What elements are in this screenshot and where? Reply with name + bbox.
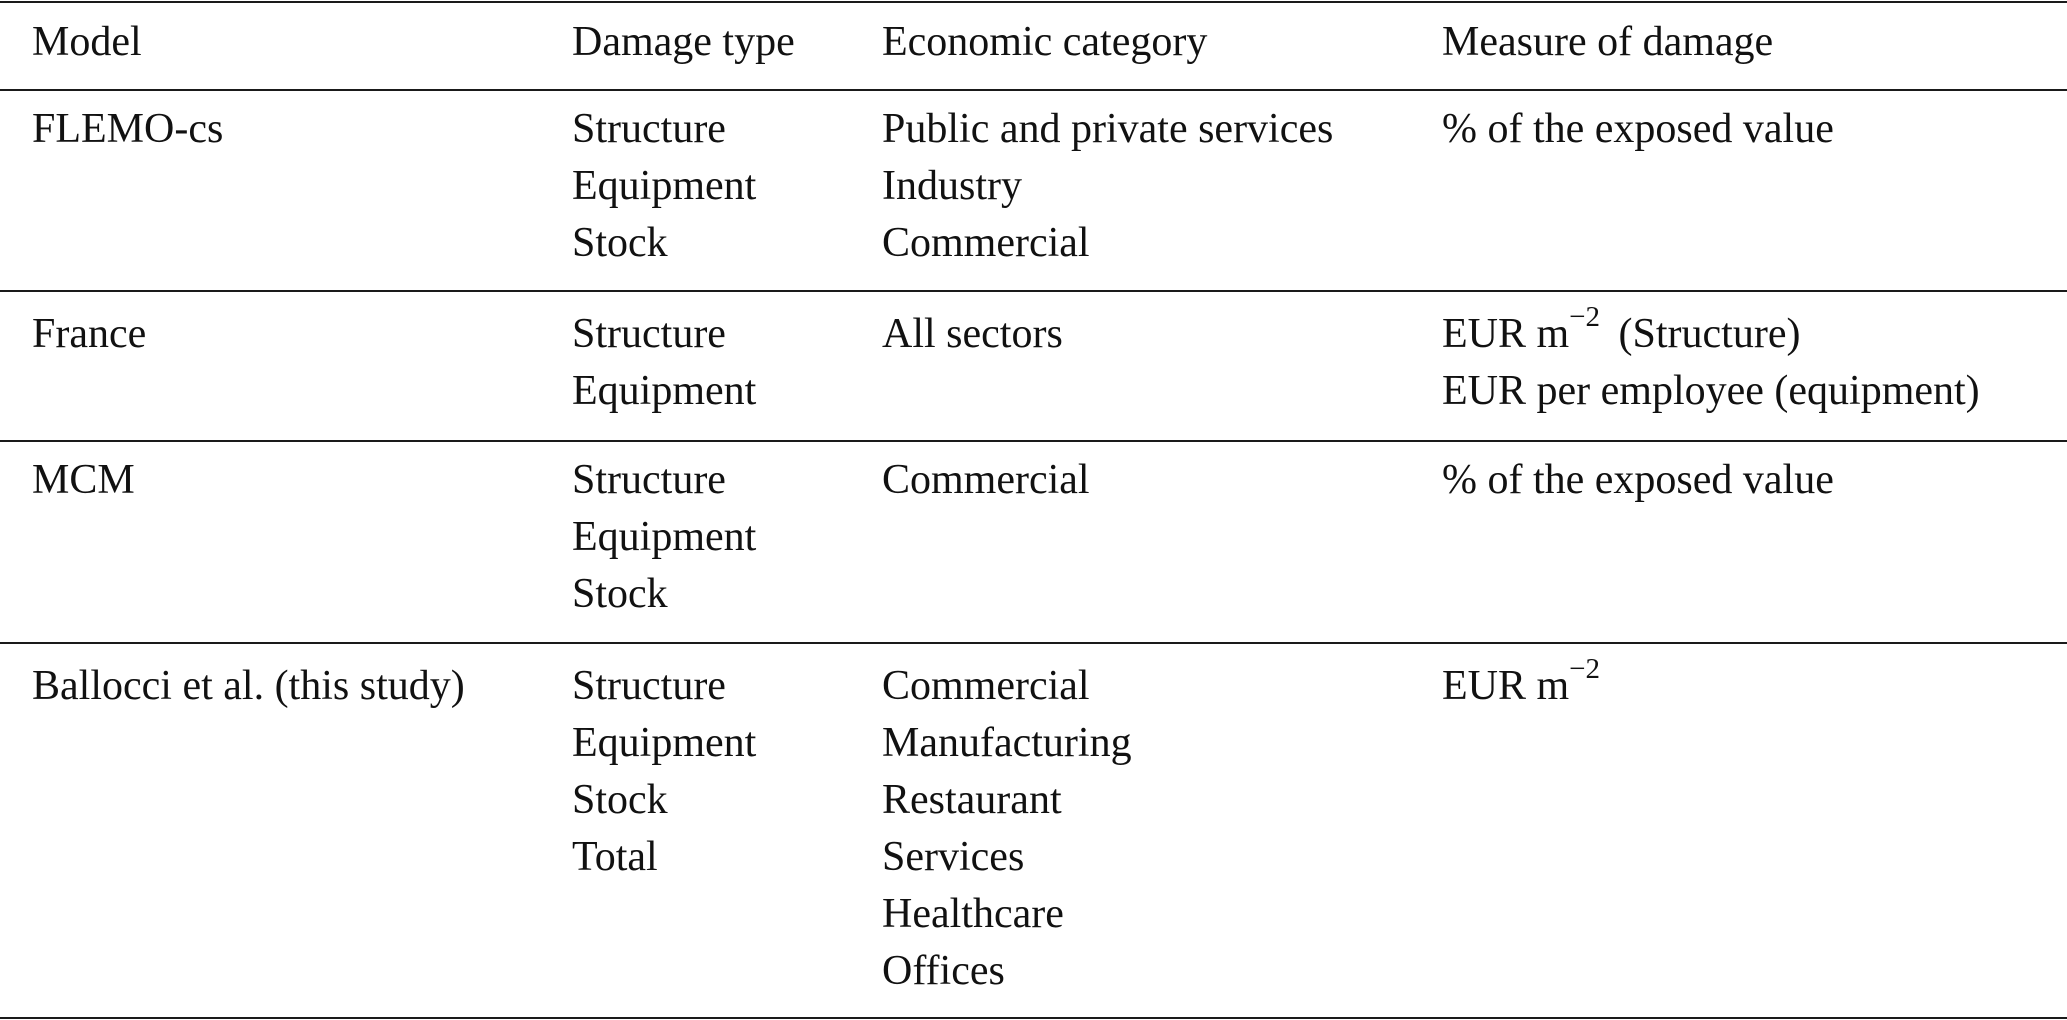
header-damage-type: Damage type — [572, 19, 795, 65]
damage-type-item: Structure — [572, 663, 726, 709]
row-flemo-measure: % of the exposed value — [1442, 106, 1834, 152]
row-divider — [0, 440, 2067, 442]
measure-unit: m — [1536, 663, 1570, 709]
damage-type-item: Equipment — [572, 163, 757, 209]
row-ballocci-model: Ballocci et al. (this study) — [32, 663, 465, 709]
damage-type-item: Total — [572, 834, 658, 880]
damage-type-item: Equipment — [572, 368, 757, 414]
measure-qualifier: (Structure) — [1618, 311, 1801, 357]
measure-line: EUR per employee (equipment) — [1442, 368, 1980, 414]
category-item: Manufacturing — [882, 720, 1132, 766]
header-economic-category: Economic category — [882, 19, 1208, 65]
category-item: All sectors — [882, 311, 1063, 357]
row-flemo-damage-types — [572, 101, 756, 272]
damage-type-item: Equipment — [572, 720, 757, 766]
category-item: Public and private services — [882, 106, 1334, 152]
measure-line — [1442, 301, 1980, 363]
damage-type-item: Structure — [572, 311, 726, 357]
measure-currency: EUR — [1442, 311, 1526, 357]
measure-exponent: −2 — [1569, 653, 1601, 685]
category-item: Services — [882, 834, 1025, 880]
row-ballocci-categories — [882, 658, 1132, 1000]
header-rule — [0, 89, 2067, 91]
measure-exponent: −2 — [1569, 301, 1601, 333]
row-divider — [0, 642, 2067, 644]
bottom-rule — [0, 1017, 2067, 1019]
damage-type-item: Structure — [572, 457, 726, 503]
row-france-model: France — [32, 311, 147, 357]
damage-type-item: Stock — [572, 220, 668, 266]
damage-type-item: Stock — [572, 777, 668, 823]
measure-currency: EUR — [1442, 663, 1526, 709]
row-mcm-measure: % of the exposed value — [1442, 457, 1834, 503]
category-item: Industry — [882, 163, 1022, 209]
measure-line — [1442, 653, 1601, 715]
category-item: Commercial — [882, 663, 1090, 709]
row-ballocci-damage-types — [572, 658, 756, 886]
damage-type-item: Structure — [572, 106, 726, 152]
category-item: Healthcare — [882, 891, 1064, 937]
category-item: Offices — [882, 948, 1005, 994]
damage-type-item: Stock — [572, 571, 668, 617]
row-flemo-categories — [882, 101, 1333, 272]
row-france-categories — [882, 306, 1063, 363]
damage-type-item: Equipment — [572, 514, 757, 560]
top-rule — [0, 1, 2067, 3]
measure-unit: m — [1536, 311, 1570, 357]
row-france-damage-types — [572, 306, 756, 420]
category-item: Commercial — [882, 457, 1090, 503]
row-mcm-damage-types — [572, 452, 756, 623]
header-model: Model — [32, 19, 142, 65]
row-divider — [0, 290, 2067, 292]
row-mcm-model: MCM — [32, 457, 135, 503]
category-item: Restaurant — [882, 777, 1062, 823]
row-france-measure — [1442, 301, 1980, 420]
row-ballocci-measure — [1442, 653, 1601, 715]
header-measure-of-damage: Measure of damage — [1442, 19, 1774, 65]
category-item: Commercial — [882, 220, 1090, 266]
row-flemo-model: FLEMO-cs — [32, 106, 224, 152]
row-mcm-categories — [882, 452, 1090, 509]
